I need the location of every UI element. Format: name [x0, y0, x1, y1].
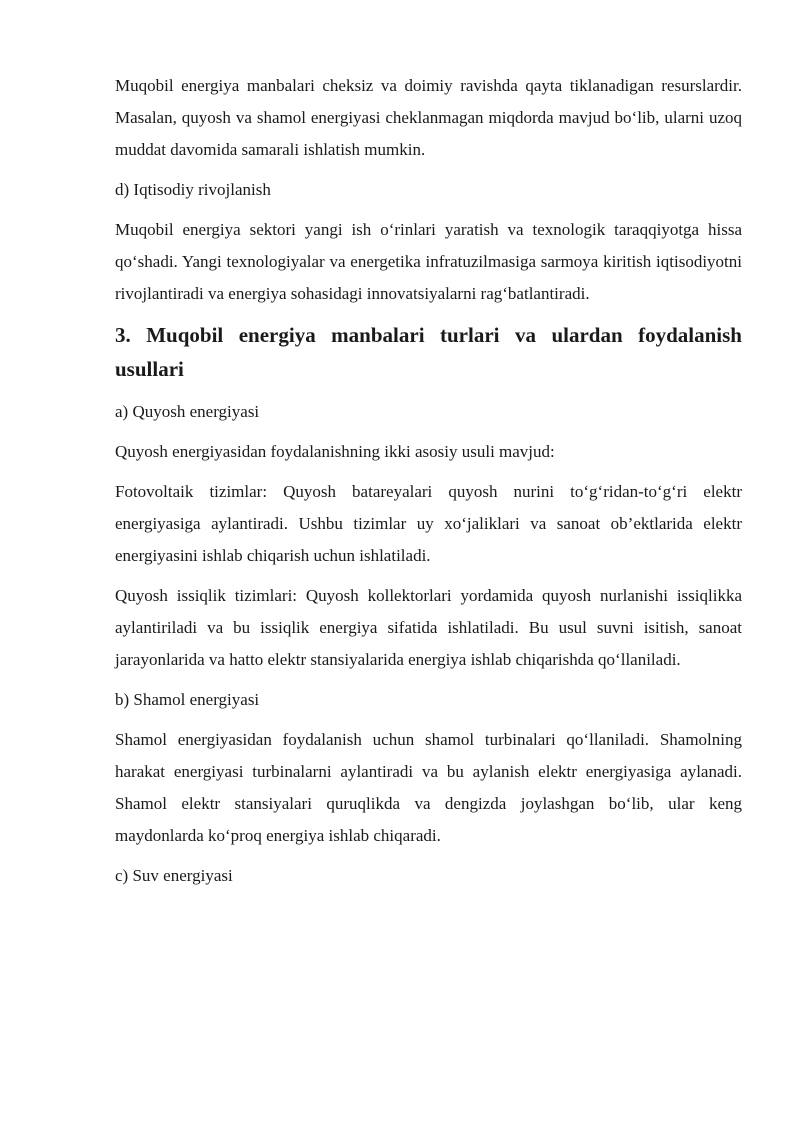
subsection-label-wind-energy: b) Shamol energiyasi [115, 690, 260, 709]
paragraph-solar-thermal-systems: Quyosh issiqlik tizimlari: Quyosh kollektorlari yordamida quyosh nurlanishi issiqlikka aylantiriladi va bu issiqlik energiya sifatida ishlatiladi. Bu usul suvni isitish, sanoat jarayonlarida va hatto elektr stansiyalarida energiya ishlab chiqarishda qo‘llaniladi. [115, 586, 742, 669]
section-heading-3: 3. Muqobil energiya manbalari turlari va ulardan foydalanish usullari [115, 323, 742, 381]
paragraph-renewable-resources: Muqobil energiya manbalari cheksiz va doimiy ravishda qayta tiklanadigan resurslardir. Masalan, quyosh va shamol energiyasi cheklanmagan miqdorda mavjud bo‘lib, ularni uzoq muddat davomida samarali ishlatish mumkin. [115, 76, 742, 159]
paragraph-photovoltaic-systems: Fotovoltaik tizimlar: Quyosh batareyalari quyosh nurini to‘g‘ridan-to‘g‘ri elektr energiyasiga aylantiradi. Ushbu tizimlar uy xo‘jaliklari va sanoat ob’ektlarida elektr energiyasini ishlab chiqarish uchun ishlatiladi. [115, 482, 742, 565]
subsection-label-solar-energy: a) Quyosh energiyasi [115, 402, 260, 421]
subsection-label-water-energy: c) Suv energiyasi [115, 866, 233, 885]
paragraph-solar-intro: Quyosh energiyasidan foydalanishning ikki asosiy usuli mavjud: [115, 442, 555, 461]
document-page [115, 70, 742, 900]
subsection-label-economic-development: d) Iqtisodiy rivojlanish [115, 180, 271, 199]
paragraph-economic-development: Muqobil energiya sektori yangi ish o‘rinlari yaratish va texnologik taraqqiyotga hissa qo‘shadi. Yangi texnologiyalar va energetika infratuzilmasiga sarmoya kiritish iqtisodiyotni rivojlantiradi va energiya sohasidagi innovatsiyalarni rag‘batlantiradi. [115, 220, 742, 303]
paragraph-wind-energy: Shamol energiyasidan foydalanish uchun shamol turbinalari qo‘llaniladi. Shamolning harakat energiyasi turbinalarni aylantiradi va bu aylanish elektr energiyasiga aylanadi. Shamol elektr stansiyalari quruqlikda va dengizda joylashgan bo‘lib, ular keng maydonlarda ko‘proq energiya ishlab chiqaradi. [115, 730, 742, 845]
